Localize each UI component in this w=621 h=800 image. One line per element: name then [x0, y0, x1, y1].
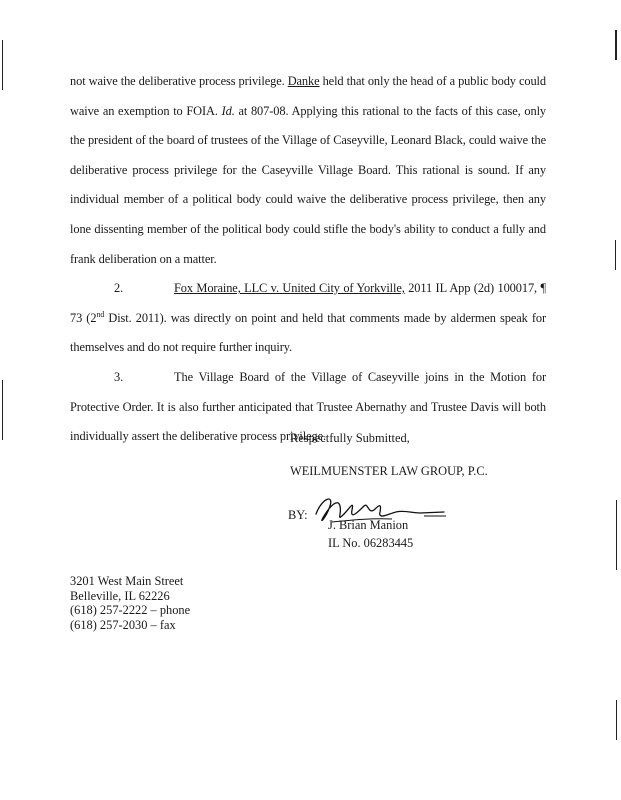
by-label: BY: [288, 508, 308, 522]
text-run: 2011 IL App (2d) 100017, ¶ 73 (2 [70, 281, 547, 325]
text-run: Dist. 2011). was directly on point and held that comments made by aldermen speak for themselves and do not require further inquiry. [70, 310, 547, 355]
paragraph-2 [70, 274, 546, 363]
address-block [70, 574, 190, 632]
paragraph-continued [70, 67, 546, 274]
address-phone: (618) 257-2222 – phone [70, 603, 191, 617]
closing-respectfully: Respectfully Submitted, [290, 431, 410, 445]
body-text [70, 67, 546, 452]
paragraph-number: 3. [114, 369, 124, 384]
scan-edge-mark [616, 700, 617, 740]
address-city: Belleville, IL 62226 [70, 588, 170, 603]
text-run: at 807-08. Applying this rational to the facts of this case, only the president of the board of trustees of the Village of Caseyville, Leonard Black, could waive the deliberative process privilege for the Caseyville Village Board. This rational is sound. If any individual member of a political body could waive the deliberative process privilege, then any lone dissenting member of the political body could stifle the body's ability to conduct a fully and frank deliberation on a matter. [70, 103, 547, 266]
text-run: The Village Board of the Village of Caseyville joins in the Motion for Protective Order. It is also further anticipated that Trustee Abernathy and Trustee Davis will both individually assert the deliberative process privilege. [70, 369, 546, 444]
id-citation: Id. [221, 103, 235, 118]
ordinal-suffix: nd [96, 309, 105, 319]
address-street: 3201 West Main Street [70, 574, 184, 588]
text-run: not waive the deliberative process privilege. [70, 74, 288, 88]
scan-edge-mark [616, 500, 617, 570]
scan-edge-mark [2, 40, 3, 90]
paragraph-number: 2. [114, 281, 124, 296]
scan-edge-mark [2, 380, 3, 440]
scan-edge-mark [615, 240, 616, 270]
signer-name: J. Brian Manion [328, 518, 409, 532]
scan-edge-mark [615, 30, 617, 60]
bar-number: IL No. 06283445 [328, 536, 414, 550]
case-citation: Fox Moraine, LLC v. United City of Yorkville, [174, 281, 405, 296]
text-run: held that only the head of a public body could waive an exemption to FOIA. [70, 74, 546, 118]
firm-name: WEILMUENSTER LAW GROUP, P.C. [290, 464, 488, 478]
case-citation: Danke [287, 74, 320, 88]
address-fax: (618) 257-2030 – fax [70, 617, 176, 632]
